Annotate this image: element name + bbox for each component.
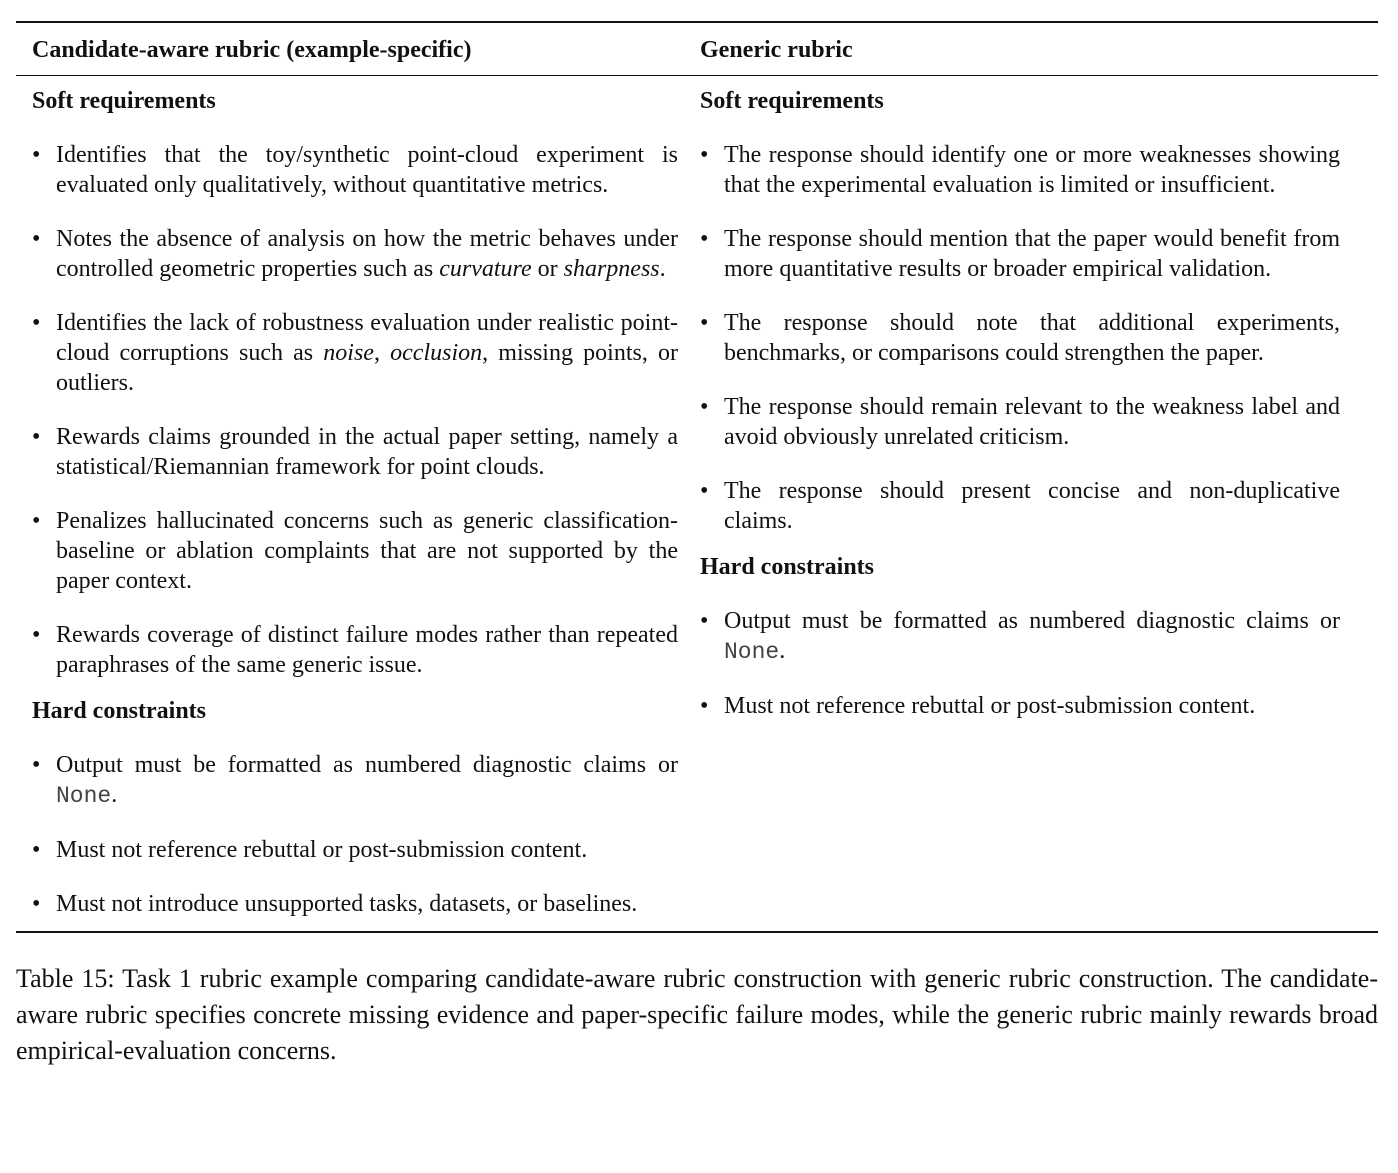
- hard-constraints-title: Hard constraints: [700, 554, 874, 580]
- candidate-aware-column: [16, 76, 686, 933]
- code-text: None: [724, 639, 780, 665]
- list-item: • The response should present concise and non-duplicative claims.: [700, 476, 1340, 536]
- header-candidate-aware: Candidate-aware rubric (example-specific): [32, 37, 472, 63]
- emphasis-text: noise: [323, 340, 374, 366]
- hard-constraints-list: [700, 606, 1340, 721]
- list-item: • The response should remain relevant to the weakness label and avoid obviously unrelated criticism.: [700, 392, 1340, 452]
- list-item: • Identifies the lack of robustness evaluation under realistic point-cloud corruptions such as noise, occlusion, missing points, or outliers.: [32, 308, 678, 398]
- emphasis-text: occlusion: [390, 340, 483, 366]
- list-item: • Must not reference rebuttal or post-submission content.: [32, 835, 678, 865]
- table-header-row: [16, 22, 1378, 76]
- header-generic: Generic rubric: [700, 37, 853, 63]
- table-body-row: [16, 76, 1378, 933]
- generic-column: [686, 76, 1378, 933]
- code-text: None: [56, 783, 112, 809]
- hard-constraints-list: [32, 750, 678, 919]
- emphasis-text: sharpness: [563, 256, 660, 282]
- soft-requirements-title: Soft requirements: [32, 88, 216, 114]
- emphasis-text: curvature: [439, 256, 532, 282]
- list-item: • Notes the absence of analysis on how the metric behaves under controlled geometric properties such as curvature or sharpness.: [32, 224, 678, 284]
- soft-requirements-list: [700, 140, 1340, 536]
- soft-requirements-list: [32, 140, 678, 680]
- list-item: • Output must be formatted as numbered diagnostic claims or None.: [32, 750, 678, 811]
- list-item: • The response should note that additional experiments, benchmarks, or comparisons could strengthen the paper.: [700, 308, 1340, 368]
- list-item: • The response should identify one or more weaknesses showing that the experimental evaluation is limited or insufficient.: [700, 140, 1340, 200]
- list-item: • Must not reference rebuttal or post-submission content.: [700, 691, 1340, 721]
- soft-requirements-title: Soft requirements: [700, 88, 884, 114]
- list-item: • Must not introduce unsupported tasks, datasets, or baselines.: [32, 889, 678, 919]
- list-item: • Penalizes hallucinated concerns such as generic classification-baseline or ablation complaints that are not supported by the paper context.: [32, 506, 678, 596]
- list-item: • Identifies that the toy/synthetic point-cloud experiment is evaluated only qualitatively, without quantitative metrics.: [32, 140, 678, 200]
- list-item: • Output must be formatted as numbered diagnostic claims or None.: [700, 606, 1340, 667]
- paper-page: [16, 21, 1378, 1069]
- list-item: • The response should mention that the paper would benefit from more quantitative results or broader empirical validation.: [700, 224, 1340, 284]
- rubric-comparison-table: [16, 21, 1378, 933]
- hard-constraints-title: Hard constraints: [32, 698, 206, 724]
- table-caption: Table 15: Task 1 rubric example comparing candidate-aware rubric construction with generic rubric construction. The candidate-aware rubric specifies concrete missing evidence and paper-specific failure modes, while the generic rubric mainly rewards broad empirical-evaluation concerns.: [16, 964, 1378, 1065]
- list-item: • Rewards claims grounded in the actual paper setting, namely a statistical/Riemannian framework for point clouds.: [32, 422, 678, 482]
- list-item: • Rewards coverage of distinct failure modes rather than repeated paraphrases of the same generic issue.: [32, 620, 678, 680]
